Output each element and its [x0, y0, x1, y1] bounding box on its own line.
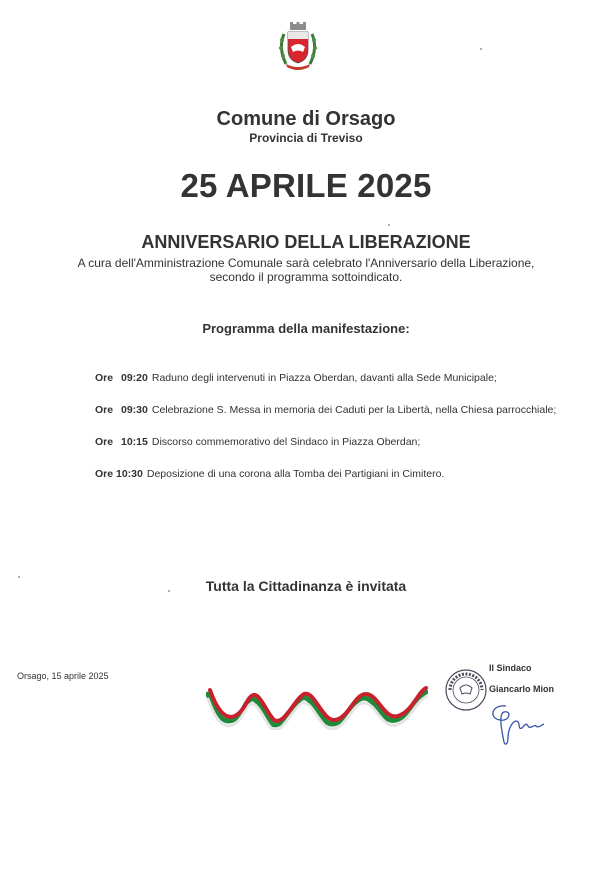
mayor-title: Il Sindaco — [489, 663, 532, 673]
programme-item-description: Discorso commemorativo del Sindaco in Piazza Oberdan; — [151, 436, 421, 448]
programme-item — [95, 436, 420, 448]
programme-item-label: Ore — [95, 372, 114, 384]
tricolor-ribbon-icon — [206, 684, 428, 730]
place-and-date: Orsago, 15 aprile 2025 — [17, 671, 109, 681]
municipal-coat-of-arms-icon — [276, 22, 320, 72]
scan-speck — [480, 48, 482, 50]
programme-item — [95, 404, 556, 416]
intro-line: A cura dell'Amministrazione Comunale sarà celebrato l'Anniversario della Liberazione, — [77, 256, 535, 270]
programme-item-label: Ore — [95, 468, 114, 480]
programme-item-time: 10:30 — [116, 468, 143, 480]
event-title: ANNIVERSARIO DELLA LIBERAZIONE — [141, 232, 471, 252]
scan-speck — [388, 224, 390, 226]
province-name: Provincia di Treviso — [249, 131, 363, 145]
mayor-signature-icon — [484, 698, 548, 748]
event-date: 25 APRILE 2025 — [180, 167, 432, 204]
programme-item-description: Raduno degli intervenuti in Piazza Oberdan, davanti alla Sede Municipale; — [151, 372, 497, 384]
intro-line: secondo il programma sottoindicato. — [209, 270, 403, 284]
programme-item-description: Celebrazione S. Messa in memoria dei Caduti per la Libertà, nella Chiesa parrocchiale; — [151, 404, 557, 416]
programme-item — [95, 372, 497, 384]
municipality-name: Comune di Orsago — [216, 108, 396, 130]
mayor-name: Giancarlo Mion — [489, 684, 555, 694]
municipal-stamp-icon — [444, 668, 488, 712]
programme-item-time: 10:15 — [121, 436, 148, 448]
programme-item-time: 09:20 — [121, 372, 148, 384]
scan-speck — [18, 576, 20, 578]
programme-item — [95, 468, 444, 480]
programme-item-time: 09:30 — [121, 404, 148, 416]
invitation-text: Tutta la Cittadinanza è invitata — [205, 578, 407, 594]
programme-heading: Programma della manifestazione: — [202, 321, 410, 336]
scan-speck — [168, 590, 170, 592]
programme-item-label: Ore — [95, 404, 114, 416]
programme-item-label: Ore — [95, 436, 114, 448]
programme-item-description: Deposizione di una corona alla Tomba dei Partigiani in Cimitero. — [146, 468, 445, 480]
intro-paragraph — [0, 256, 612, 284]
